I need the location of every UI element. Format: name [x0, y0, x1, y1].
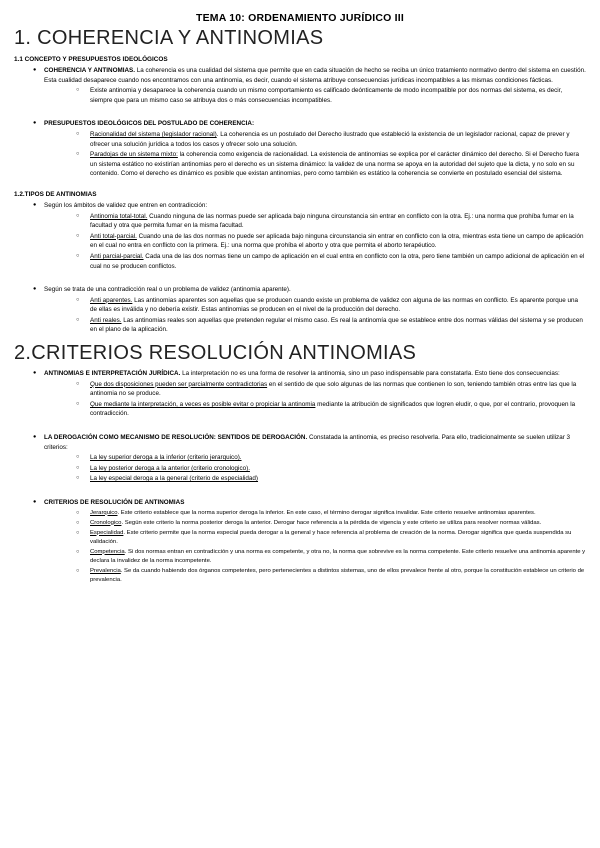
- bullet-text: La interpretación no es una forma de resolver la antinomia, sino un paso indispensable para constatarla. Esto tiene dos consecuencias:: [180, 370, 560, 378]
- sub-bullet-label: Que dos disposiciones pueden ser parcialmente contradictorias: [90, 380, 268, 388]
- bullet-coherencia-antinomias: [14, 66, 586, 85]
- sub-bullet-aparentes: [14, 296, 586, 315]
- subsection-1-2-list: [14, 201, 586, 335]
- sub-bullet-label: Anti total-parcial.: [90, 232, 137, 240]
- sub-bullet-label: Prevalencia: [90, 567, 121, 574]
- sub-bullet-competencia: [14, 548, 586, 566]
- bullet-presupuestos: [14, 119, 586, 129]
- sub-bullet-text: Cada una de las dos normas tiene un campo de aplicación en el cual entra en conflicto con la otra, pero tiene también un campo adicional de aplicación en el cual no se producen conflictos.: [90, 252, 585, 270]
- sub-bullet-label: Competencia: [90, 548, 125, 555]
- sub-bullet-cronologico: [14, 519, 586, 528]
- bullet-text: Constatada la antinomia, es preciso resolverla. Para ello, tradicionalmente se suelen utilizar 3 criterios:: [44, 434, 571, 451]
- sub-bullet-text: . Este criterio establece que la norma superior deroga la inferior. En este caso, el término derogar significa invalidar. Este criterio resuelve antinomias aparentes.: [117, 509, 536, 516]
- sub-bullet-criterio-especialidad: [14, 474, 586, 484]
- subsection-1-1-heading: 1.1 CONCEPTO Y PRESUPUESTOS IDEOLÓGICOS: [14, 56, 168, 63]
- bullet-label: ANTINOMIAS E INTERPRETACIÓN JURÍDICA.: [44, 370, 181, 378]
- sub-bullet-label: Cronologico: [90, 519, 122, 526]
- bullet-label: COHERENCIA Y ANTINOMIAS.: [44, 67, 135, 74]
- sub-bullet-label: La ley superior deroga a la inferior (criterio jerarquico).: [90, 454, 242, 462]
- sub-bullet-racionalidad: [14, 130, 586, 149]
- sub-bullet-disposiciones: [14, 380, 586, 399]
- sub-bullet-label: Jerarquico: [90, 509, 118, 516]
- sub-bullet-text: Las antinomias reales son aquellas que pretenden regular el mismo caso. Es real la antinomía que se establece entre dos normas válidas del sistema y se producen en el plano de la aplicación.: [90, 316, 583, 334]
- bullet-label: Según los ámbitos de validez que entren en contradicción:: [44, 201, 208, 209]
- bullet-label: PRESUPUESTOS IDEOLÓGICOS DEL POSTULADO DE COHERENCIA:: [44, 120, 255, 128]
- bullet-text: La coherencia es una cualidad del sistema que permite que en cada situación de hecho se reciba un único tratamiento normativo dentro del sistema en cuestión. Esta cualidad desaparece cuando nos encontramos con una antinomia, es decir, cuando el sistema atribuye consecuencias jurídicas incompatibles a las mismas condiciones fácticas.: [44, 67, 586, 84]
- sub-bullet-text: Cuando ninguna de las normas puede ser aplicada bajo ninguna circunstancia sin entrar en conflicto con la otra. Ej.: una norma que prohíba fumar en la facultad y otra que permita fumar en la misma facultad.: [90, 212, 574, 230]
- sub-bullet-criterio-cronologico: [14, 464, 586, 474]
- sub-bullet-text: en el sentido de que solo algunas de las normas que contienen lo son, teniendo también otras entre las que la antinomia no se produce.: [90, 380, 577, 398]
- sub-bullet-prevalencia: [14, 567, 586, 585]
- sub-bullet-total-parcial: [14, 232, 586, 251]
- document-title: TEMA 10: ORDENAMIENTO JURÍDICO III: [195, 12, 405, 24]
- section-1-heading: 1. COHERENCIA Y ANTINOMIAS: [14, 27, 324, 49]
- bullet-label: LA DEROGACIÓN COMO MECANISMO DE RESOLUCIÓN: SENTIDOS DE DEROGACIÓN.: [44, 434, 308, 442]
- section-2-heading: 2.CRITERIOS RESOLUCIÓN ANTINOMIAS: [14, 342, 417, 365]
- sub-bullet-mediante-interpretacion: [14, 400, 586, 419]
- bullet-label: Según se trata de una contradicción real o un problema de validez (antinomia aparente).: [44, 286, 291, 294]
- sub-bullet-text: . Según este criterio la norma posterior deroga la anterior. Derogar hace referencia a la pérdida de vigencia y este criterio se utiliza para resolver normas válidas.: [121, 519, 542, 526]
- sub-bullet-label: La ley posterior deroga a la anterior (criterio cronologico).: [90, 464, 250, 472]
- section-2-list: [14, 369, 586, 585]
- sub-bullet-label: Paradojas de un sistema mixto:: [90, 151, 178, 159]
- sub-bullet-text: . Este criterio permite que la norma especial pueda derogar a la general y hace referencia al problema de creación de la norma. Derogar significa que queda suspendida su validación.: [90, 529, 572, 545]
- sub-bullet-text: Cuando una de las dos normas no puede ser aplicada bajo ninguna circunstancia sin entrar en conflicto con la otra, mientras esta tiene un campo de aplicación en el cual no entra en conflicto con la primera. Ej.: una norma que prohíba el aborto y otra que permita el aborto terapéutico.: [90, 232, 584, 250]
- sub-bullet-text: . Si dos normas entran en contradicción y una norma es competente, y otra no, la norma que sobrevive es la norma competente. Este criterio resuelve una antinomia aparente y declara la invalidez de la norma incompetente.: [90, 548, 586, 564]
- sub-bullet-criterio-jerarquico: [14, 453, 586, 463]
- bullet-derogacion: [14, 433, 586, 452]
- subsection-1-1-list: [14, 66, 586, 179]
- sub-bullet-label: La ley especial deroga a la general (criterio de especialidad): [90, 475, 259, 483]
- sub-bullet-label: Racionalidad del sistema (legislador racional): [90, 130, 217, 138]
- bullet-criterios-resolucion: [14, 498, 586, 508]
- sub-bullet-label: Especialidad: [90, 529, 124, 536]
- sub-bullet-text: la coherencia como exigencia de racionalidad. La existencia de antinomias se explica por el carácter dinámico del derecho. Si el Derecho fuera un sistema estático no existirían antinomias pero el derecho es un sistema dinámico: la validez de una norma se apoya en la autoridad del sujeto que la dicta, y no solo en su contenido. Como el derecho es dinámico es posible que existan antinomias, pero como también es estático la coherencia se convierte en postulado esencial del sistema.: [90, 151, 579, 178]
- sub-bullet-label: Que mediante la interpretación, a veces es posible evitar o propiciar la antinomia: [90, 400, 316, 408]
- sub-bullet-text: . La coherencia es un postulado del Derecho ilustrado que estableció la existencia de un legislador racional, capaz de prever y ofrecer una solución jurídica a todos los casos y ofrecer solo una solución.: [90, 130, 570, 148]
- sub-bullet-text: mediante la atribución de significados que logren eludir, o que, por el contrario, provoquen la contradicción.: [90, 400, 576, 418]
- sub-bullet-label: Anti aparentes.: [90, 296, 133, 304]
- sub-bullet-paradojas: [14, 150, 586, 179]
- sub-bullet-existe-antinomia: ○ Existe antinomia y desaparece la coherencia cuando un mismo comportamiento es calificado deónticamente de modo incompatible por dos normas del sistema, es decir, siempre que para un mismo caso se atribuya dos o más consecuencias incompatibles.: [14, 86, 586, 105]
- bullet-ambitos-validez: [14, 201, 586, 211]
- sub-bullet-label: Anti reales.: [90, 316, 122, 324]
- bullet-label: CRITERIOS DE RESOLUCIÓN DE ANTINOMIAS: [44, 499, 185, 506]
- bullet-interpretacion: [14, 369, 586, 379]
- document-page: [14, 6, 586, 586]
- sub-bullet-text: . Se da cuando habiendo dos órganos competentes, pero pertenecientes a distintos sistemas, uno de ellos prevalece frente al otro, porque la constitución establece un criterio de prevalencia.: [90, 567, 585, 583]
- sub-bullet-jerarquico: [14, 509, 586, 518]
- sub-bullet-label: Antinomia total-total.: [90, 212, 148, 220]
- bullet-contradiccion-real: [14, 285, 586, 295]
- subsection-1-2-heading: 1.2.TIPOS DE ANTINOMIAS: [14, 190, 97, 198]
- sub-bullet-parcial-parcial: [14, 252, 586, 271]
- sub-bullet-text: Las antinomias aparentes son aquellas que se producen cuando existe un problema de validez con alguna de las normas en conflicto. Es aparente porque una de ellas es inválida y no debería existir. Estas antinomias se producen en el nivel de la producción del derecho.: [90, 296, 578, 314]
- sub-bullet-label: Anti parcial-parcial.: [90, 252, 144, 260]
- sub-bullet-reales: [14, 316, 586, 335]
- sub-bullet-total-total: [14, 212, 586, 231]
- sub-bullet-especialidad: [14, 529, 586, 547]
